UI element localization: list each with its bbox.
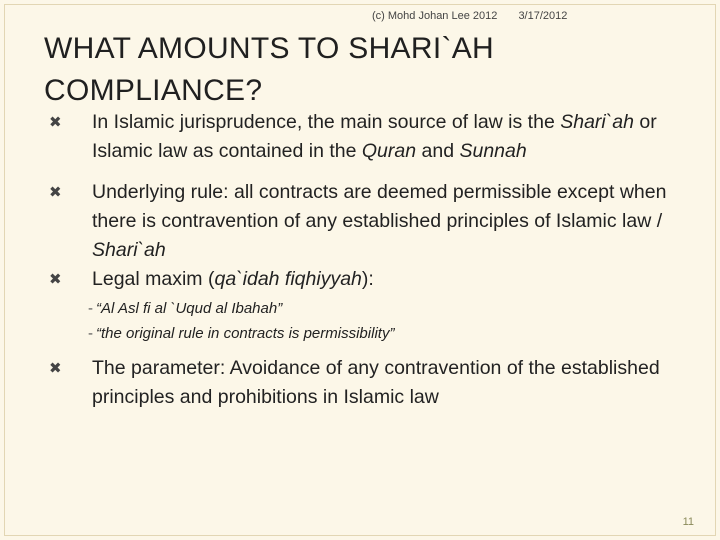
date-text: 3/17/2012: [518, 10, 568, 22]
header-meta: [372, 10, 567, 22]
bullet-item: ✖ Legal maxim (qa`idah fiqhiyyah):: [38, 265, 678, 294]
copyright-text: (c) Mohd Johan Lee 2012: [372, 10, 498, 22]
sub-item: - “the original rule in contracts is permissibility”: [88, 325, 395, 342]
slide-content: [38, 108, 678, 412]
sub-item: - “Al Asl fi al `Uqud al Ibahah”: [88, 300, 283, 317]
x-mark-icon: ✖: [49, 184, 62, 201]
x-mark-icon: ✖: [49, 114, 62, 131]
x-mark-icon: ✖: [49, 360, 62, 377]
x-mark-icon: ✖: [49, 271, 62, 288]
bullet-item: ✖ Underlying rule: all contracts are deemed permissible except when there is contravention of any established principles of Islamic law / Shari`ah: [38, 178, 678, 265]
dash-marker: -: [88, 300, 93, 317]
bullet-item: ✖ The parameter: Avoidance of any contravention of the established principles and prohibitions in Islamic law: [38, 354, 678, 412]
bullet-item: ✖ In Islamic jurisprudence, the main source of law is the Shari`ah or Islamic law as contained in the Quran and Sunnah: [38, 108, 678, 166]
dash-marker: -: [88, 325, 93, 342]
slide-title: WHAT AMOUNTS TO SHARI`AH COMPLIANCE?: [44, 32, 495, 107]
page-number: 11: [682, 516, 694, 528]
